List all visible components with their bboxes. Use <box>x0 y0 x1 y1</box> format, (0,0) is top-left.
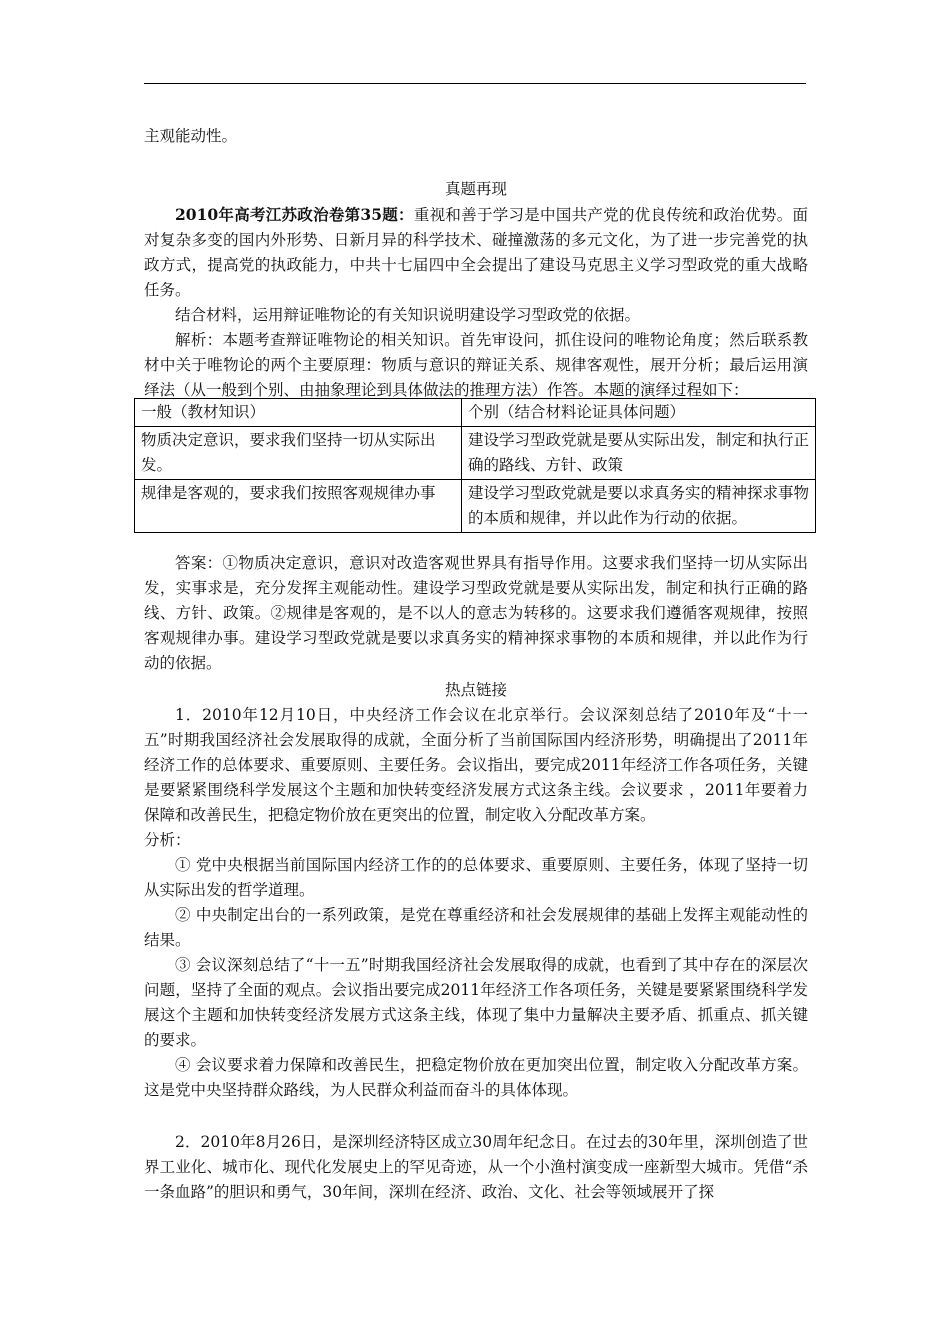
section-title-hot-links: 热点链接 <box>444 681 507 699</box>
table-cell: 规律是客观的，要求我们按照客观规律办事 <box>135 480 462 533</box>
table-cell: 建设学习型政党就是要从实际出发，制定和执行正确的路线、方针、政策 <box>462 427 816 480</box>
table-row <box>135 480 816 533</box>
answer-text: 答案：①物质决定意识，意识对改造客观世界具有指导作用。这要求我们坚持一切从实际出发，实事求是，充分发挥主观能动性。建设学习型政党就是要从实际出发，制定和执行正确的路线、方针、政策。②规律是客观的，是不以人的意志为转移的。这要求我们遵循客观规律，按照客观规律办事。建设学习型政党就是要以求真务实的精神探求事物的本质和规律，并以此作为行动的依据。 <box>144 554 808 672</box>
analysis-point: ③ 会议深刻总结了“十一五”时期我国经济社会发展取得的成就，也看到了其中存在的深层次问题，坚持了全面的观点。会议指出要完成2011年经济工作各项任务，关键是要紧紧围绕科学发展这个主题和加快转变经济发展方式这条主线，体现了集中力量解决主要矛盾、抓重点、抓关键的要求。 <box>144 956 808 1049</box>
hot-link-1-analysis-label: 分析： <box>144 831 191 849</box>
question-text: 重视和善于学习是中国共产党的优良传统和政治优势。面对复杂多变的国内外形势、日新月异的科学技术、碰撞激荡的多元文化，为了进一步完善党的执政方式，提高党的执政能力，中共十七届四中全会提出了建设马克思主义学习型政党的重大战略任务。 <box>144 206 808 299</box>
table-row <box>135 427 816 480</box>
table-cell: 物质决定意识，要求我们坚持一切从实际出发。 <box>135 427 462 480</box>
analysis-point: ④ 会议要求着力保障和改善民生，把稳定物价放在更加突出位置，制定收入分配改革方案。这是党中央坚持群众路线，为人民群众利益而奋斗的具体体现。 <box>144 1056 808 1099</box>
analysis-point: ② 中央制定出台的一系列政策，是党在尊重经济和社会发展规律的基础上发挥主观能动性的结果。 <box>144 906 808 949</box>
section-title-real-exam: 真题再现 <box>444 180 507 198</box>
header-rule <box>144 83 806 84</box>
question-paragraph <box>144 202 808 303</box>
hot-link-1 <box>144 703 808 1103</box>
table-header-row <box>135 399 816 427</box>
table-header-specific: 个别（结合材料论证具体问题） <box>462 399 816 427</box>
table-cell: 建设学习型政党就是要以求真务实的精神探求事物的本质和规律，并以此作为行动的依据。 <box>462 480 816 533</box>
hot-link-1-text: 1．2010年12月10日，中央经济工作会议在北京举行。会议深刻总结了2010年及“十一五”时期我国经济社会发展取得的成就，全面分析了当前国际国内经济形势，明确提出了2011年经济工作的总体要求、重要原则、主要任务。会议指出，要完成2011年经济工作各项任务，关键是要紧紧围绕科学发展这个主题和加快转变经济发展方式这条主线。会议要求 ，2011年要着力保障和改善民生，把稳定物价放在更突出的位置，制定收入分配改革方案。 <box>144 706 808 824</box>
table-header-general: 一般（教材知识） <box>135 399 462 427</box>
continuation-text: 主观能动性。 <box>144 127 238 145</box>
question-prompt: 结合材料，运用辩证唯物论的有关知识说明建设学习型政党的依据。 <box>175 306 641 324</box>
question-label: 2010年高考江苏政治卷第35题： <box>175 205 414 224</box>
analysis-point: ① 党中央根据当前国际国内经济工作的的总体要求、重要原则、主要任务，体现了坚持一切从实际出发的哲学道理。 <box>144 856 808 899</box>
analysis-paragraph: 解析：本题考查辩证唯物论的相关知识。首先审设问，抓住设问的唯物论角度；然后联系教材中关于唯物论的两个主要原理：物质与意识的辩证关系、规律客观性，展开分析；最后运用演绎法（从一般到个别、由抽象理论到具体做法的推理方法）作答。本题的演绎过程如下： <box>144 331 808 399</box>
deduction-table <box>134 398 816 533</box>
question-block <box>144 202 808 403</box>
answer-paragraph <box>144 551 808 676</box>
hot-link-2-text: 2．2010年8月26日，是深圳经济特区成立30周年纪念日。在过去的30年里，深圳创造了世界工业化、城市化、现代化发展史上的罕见奇迹，从一个小渔村演变成一座新型大城市。凭借“杀一条血路”的胆识和勇气，30年间，深圳在经济、政治、文化、社会等领域展开了探 <box>144 1133 808 1201</box>
hot-link-2 <box>144 1130 808 1205</box>
